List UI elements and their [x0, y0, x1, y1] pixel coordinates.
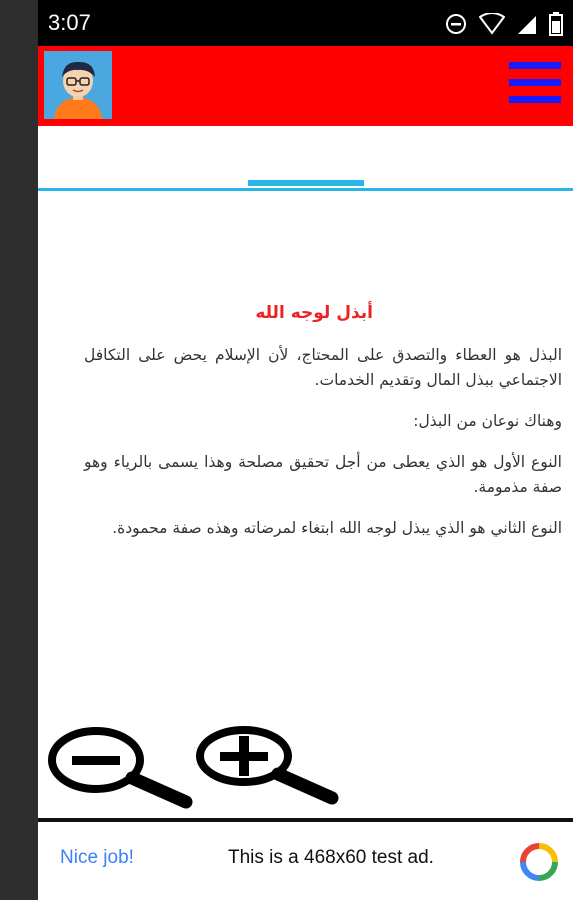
- status-bar: [38, 0, 573, 46]
- signal-icon: [517, 13, 537, 35]
- wifi-icon: [479, 13, 505, 35]
- tab-bar: [38, 126, 573, 191]
- phone-screen: [38, 0, 573, 900]
- app-bar: [38, 46, 573, 126]
- zoom-in-icon: [194, 726, 344, 811]
- status-time: 3:07: [48, 10, 91, 35]
- zoom-out-icon: [46, 726, 196, 811]
- hamburger-menu-icon[interactable]: [509, 60, 561, 106]
- article-content: [38, 191, 573, 731]
- paragraph-types-intro: وهناك نوعان من البذل:: [413, 412, 562, 430]
- paragraph-type-two: النوع الثاني هو الذي يبذل لوجه الله ابتغاء لمرضاته وهذه صفة محمودة.: [112, 519, 562, 537]
- ad-banner[interactable]: [38, 822, 573, 900]
- ad-text[interactable]: This is a 468x60 test ad.: [228, 847, 434, 868]
- article-heading: أبذل لوجه الله: [255, 303, 373, 323]
- tab-2[interactable]: [248, 126, 364, 188]
- paragraph-type-one: النوع الأول هو الذي يعطى من أجل تحقيق مصلحة وهذا يسمى بالرياء وهو صفة مذمومة.: [84, 453, 562, 496]
- ad-brand-text[interactable]: Nice job!: [60, 847, 134, 868]
- status-icons: [445, 12, 563, 36]
- tab-selected-indicator: [248, 180, 364, 186]
- tab-3[interactable]: [473, 126, 573, 188]
- battery-icon: [549, 12, 563, 36]
- avatar-boy-icon: [44, 51, 112, 119]
- watermark-text: free for personal use: [38, 870, 213, 891]
- ad-logo-icon[interactable]: [519, 842, 559, 882]
- paragraph-definition: البذل هو العطاء والتصدق على المحتاج، لأن الإسلام يحض على التكافل الاجتماعي ببذل المال وتقديم الخدمات.: [84, 346, 562, 389]
- tab-1[interactable]: [38, 126, 138, 188]
- do-not-disturb-icon: [445, 13, 467, 35]
- zoom-in-button[interactable]: [194, 726, 344, 815]
- avatar[interactable]: [44, 51, 112, 119]
- zoom-out-button[interactable]: [46, 726, 196, 815]
